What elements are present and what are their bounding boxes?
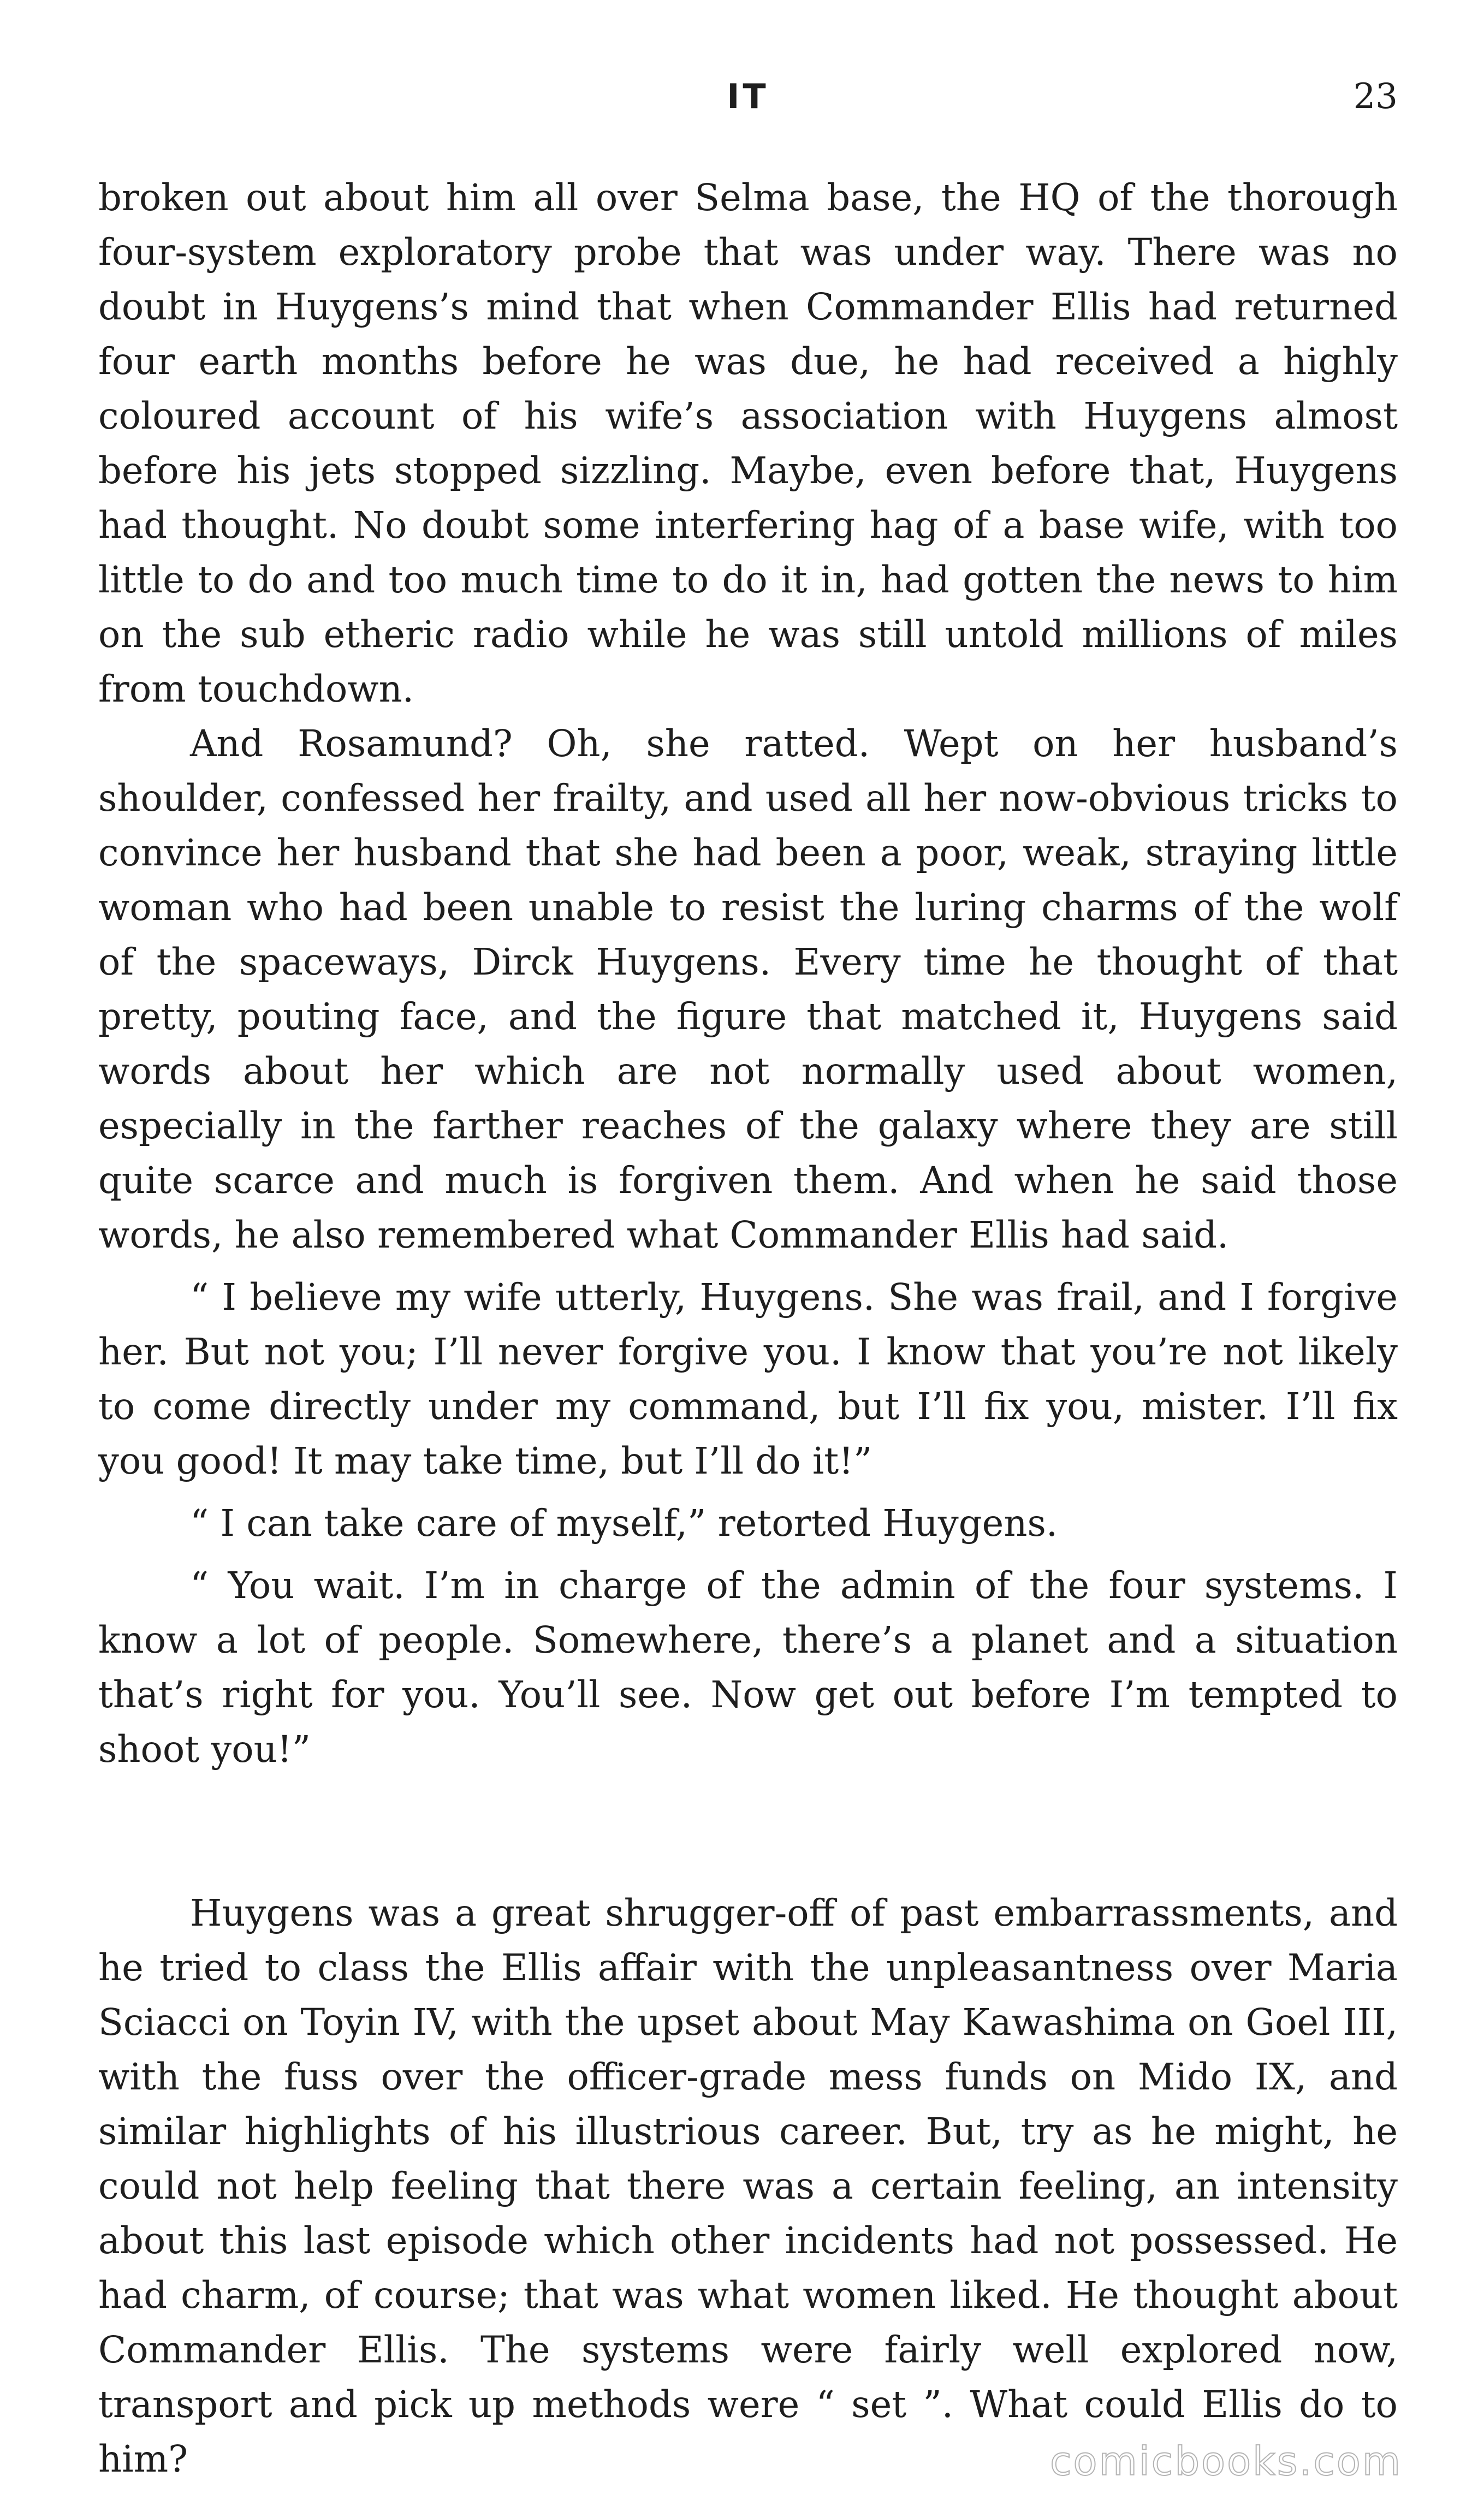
paragraph-ellis-threat: “ You wait. I’m in charge of the admin of the four systems. I know a lot of people. Somewhere, there’s a planet and a situation that’s right for you. You’ll see. Now get out before I’m tempted to shoot you!”: [98, 1564, 1398, 1771]
paragraph-continuation: broken out about him all over Selma base, the HQ of the thorough four-system exploratory probe that was under way. There was no doubt in Huygens’s mind that when Commander Ellis had returned four earth months before he was due, he had received a highly coloured account of his wife’s association with Huygens almost before his jets stopped sizzling. Maybe, even before that, Huygens had thought. No doubt some interfering hag of a base wife, with too little to do and too much time to do it in, had gotten the news to him on the sub etheric radio while he was still untold millions of miles from touchdown.: [98, 176, 1398, 710]
body-text: [98, 170, 1398, 2486]
paragraph-ellis-quote: “ I believe my wife utterly, Huygens. She was frail, and I forgive her. But not you; I’ll never forgive you. I know that you’re not likely to come directly under my command, but I’ll fix you, mister. I’ll fix you good! It may take time, but I’ll do it!”: [98, 1276, 1398, 1482]
running-head: IT: [727, 76, 769, 116]
page-number: 23: [1353, 76, 1398, 117]
page-header: [98, 72, 1398, 121]
section-break: [98, 1777, 1398, 1886]
watermark-logo: comicbooks.com: [1049, 2438, 1402, 2484]
paragraph-shrugger-off: Huygens was a great shrugger-off of past embarrassments, and he tried to class the Ellis affair with the unpleasantness over Maria Sciacci on Toyin IV, with the upset about May Kawashima on Goel III, with the fuss over the officer-grade mess funds on Mido IX, and similar highlights of his illustrious career. But, try as he might, he could not help feeling that there was a certain feeling, an intensity about this last episode which other incidents had not possessed. He had charm, of course; that was what women liked. He thought about Commander Ellis. The systems were fairly well explored now, transport and pick up methods were “ set ”. What could Ellis do to him?: [98, 1892, 1398, 2480]
paragraph-huygens-reply: “ I can take care of myself,” retorted Huygens.: [190, 1502, 1058, 1545]
paragraph-rosamund: And Rosamund? Oh, she ratted. Wept on her husband’s shoulder, confessed her frailty, and used all her now-obvious tricks to convince her husband that she had been a poor, weak, straying little woman who had been unable to resist the luring charms of the wolf of the spaceways, Dirck Huygens. Every time he thought of that pretty, pouting face, and the figure that matched it, Huygens said words about her which are not normally used about women, especially in the farther reaches of the galaxy where they are still quite scarce and much is forgiven them. And when he said those words, he also remembered what Commander Ellis had said.: [98, 722, 1398, 1256]
